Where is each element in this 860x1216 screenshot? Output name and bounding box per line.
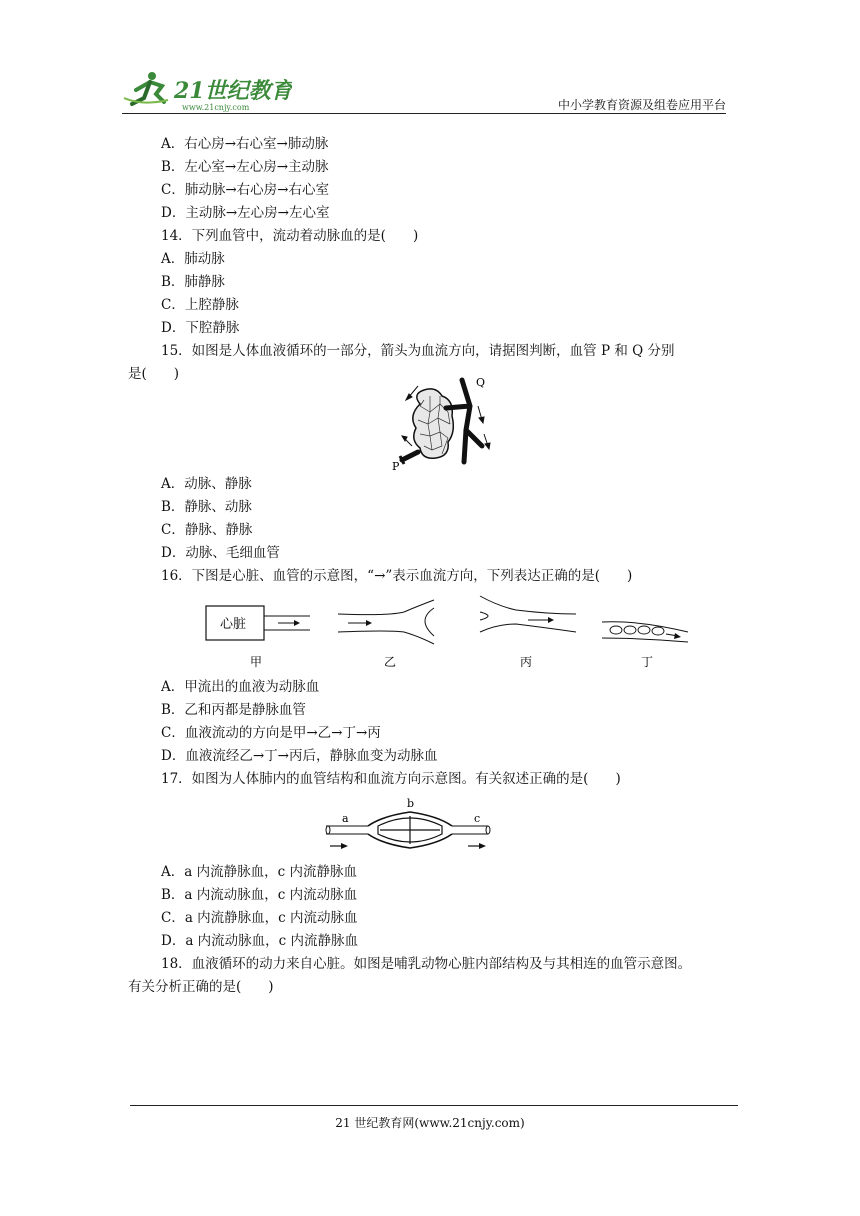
q15-label-p: P	[392, 460, 400, 473]
q15-option-b: B．静脉、动脉	[161, 499, 252, 515]
q16-option-c: C．血液流动的方向是甲→乙→丁→丙	[161, 725, 381, 741]
q15-figure	[390, 376, 500, 476]
footer-divider	[130, 1105, 738, 1106]
q14-option-b: B．肺静脉	[161, 274, 225, 290]
q17-option-b: B．a 内流动脉血，c 内流动脉血	[161, 887, 358, 903]
q14-option-a: A．肺动脉	[161, 251, 225, 267]
label-a: a	[342, 812, 349, 825]
q15-label-q: Q	[476, 376, 486, 389]
q18-stem-line1: 18．血液循环的动力来自心脏。如图是哺乳动物心脏内部结构及与其相连的血管示意图。	[161, 956, 692, 972]
q13-option-c: C．肺动脉→右心房→右心室	[161, 182, 329, 198]
q13-option-a: A．右心房→右心室→肺动脉	[161, 136, 329, 152]
caption-yi: 乙	[384, 655, 397, 669]
q17-figure	[322, 796, 498, 854]
logo-url: www.21cnjy.com	[182, 103, 250, 112]
q13-option-d: D．主动脉→左心房→左心室	[161, 205, 330, 221]
q16-option-b: B．乙和丙都是静脉血管	[161, 702, 306, 718]
q15-option-c: C．静脉、静脉	[161, 522, 253, 538]
q17-option-d: D．a 内流动脉血，c 内流静脉血	[161, 933, 359, 949]
label-b: b	[407, 797, 415, 810]
q16-option-a: A．甲流出的血液为动脉血	[161, 679, 320, 695]
q14-stem: 14．下列血管中，流动着动脉血的是( )	[161, 228, 419, 244]
site-logo	[122, 68, 292, 112]
header-divider	[122, 113, 726, 114]
page-header	[122, 68, 726, 116]
q18-stem-line2: 有关分析正确的是( )	[128, 979, 274, 995]
platform-name: 中小学教育资源及组卷应用平台	[557, 98, 726, 112]
q17-option-c: C．a 内流静脉血，c 内流动脉血	[161, 910, 358, 926]
label-c: c	[474, 812, 481, 825]
caption-ding: 丁	[641, 655, 654, 669]
q15-stem-line2: 是( )	[128, 366, 180, 382]
q14-option-d: D．下腔静脉	[161, 320, 240, 336]
q14-option-c: C．上腔静脉	[161, 297, 239, 313]
caption-jia: 甲	[250, 655, 263, 669]
q17-option-a: A．a 内流静脉血，c 内流静脉血	[161, 864, 357, 880]
q15-option-a: A．动脉、静脉	[161, 476, 252, 492]
q16-option-d: D．血液流经乙→丁→丙后，静脉血变为动脉血	[161, 748, 438, 764]
q17-stem: 17．如图为人体肺内的血管结构和血流方向示意图。有关叙述正确的是( )	[161, 771, 621, 787]
q15-option-d: D．动脉、毛细血管	[161, 545, 280, 561]
caption-bing: 丙	[520, 655, 533, 669]
q16-stem: 16．下图是心脏、血管的示意图，“→”表示血流方向，下列表达正确的是( )	[161, 568, 633, 584]
page-footer: 21 世纪教育网(www.21cnjy.com)	[335, 1116, 525, 1130]
q16-figure	[198, 592, 698, 672]
heart-label: 心脏	[220, 617, 247, 632]
q15-stem-line1: 15．如图是人体血液循环的一部分，箭头为血流方向，请据图判断，血管 P 和 Q 分别	[161, 343, 675, 359]
logo-text: 21世纪教育	[174, 78, 292, 104]
q13-option-b: B．左心室→左心房→主动脉	[161, 159, 329, 175]
